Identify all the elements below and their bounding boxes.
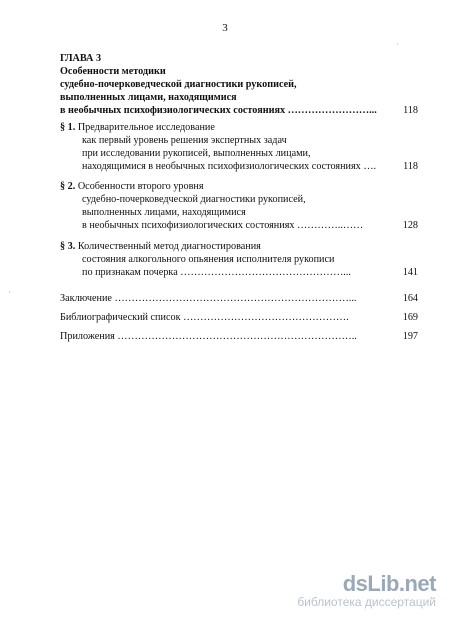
section-page-number: 118 bbox=[403, 161, 418, 172]
chapter-title-text: в необычных психофизиологических состояниях ……………………... bbox=[60, 105, 377, 116]
section-first-line bbox=[60, 240, 418, 253]
back-matter-entry bbox=[60, 292, 418, 305]
back-matter-page-number: 164 bbox=[402, 293, 418, 304]
section-title-line: Особенности второго уровня bbox=[77, 181, 204, 192]
back-matter-page-number: 197 bbox=[402, 331, 418, 342]
section-page-number: 128 bbox=[402, 220, 418, 231]
section-entry bbox=[60, 240, 418, 279]
back-matter-line bbox=[60, 330, 418, 343]
section-entry bbox=[60, 121, 418, 173]
section-title-last-line bbox=[60, 266, 418, 279]
section-first-line bbox=[60, 121, 418, 134]
section-title-last-line bbox=[60, 160, 418, 173]
back-matter-entry bbox=[60, 311, 418, 324]
section-title-line: при исследовании рукописей, выполненных лицами, bbox=[82, 148, 311, 159]
chapter-heading: ГЛАВА 3 bbox=[60, 53, 102, 64]
section-number: § 2. bbox=[60, 181, 76, 192]
section-number: § 3. bbox=[60, 241, 76, 252]
back-matter-line bbox=[60, 311, 418, 324]
watermark-subtitle: библиотека диссертаций bbox=[297, 595, 436, 609]
section-title-line: выполненных лицами, находящимися bbox=[82, 207, 246, 218]
scan-mark: · bbox=[396, 40, 399, 49]
watermark-logo: dsLib.net bbox=[342, 571, 436, 596]
section-title-text: по признакам почерка …………………………………………... bbox=[82, 267, 351, 278]
section-title-text: находящимися в необычных психофизиологических состояниях …. bbox=[82, 161, 377, 172]
section-first-line bbox=[60, 180, 418, 193]
chapter-page-number: 118 bbox=[403, 105, 418, 116]
section-page-number: 141 bbox=[402, 267, 418, 278]
chapter-title-line: судебно-почерковедческой диагностики рукописей, bbox=[60, 79, 297, 90]
back-matter-page-number: 169 bbox=[402, 312, 418, 323]
back-matter-line bbox=[60, 292, 418, 305]
back-matter-entry bbox=[60, 330, 418, 343]
chapter-title-line: выполненных лицами, находящимися bbox=[60, 92, 237, 103]
page-number: 3 bbox=[222, 22, 228, 34]
section-title-line: судебно-почерковедческой диагностики рукописей, bbox=[82, 194, 306, 205]
chapter-title-last-line bbox=[60, 104, 418, 117]
section-title-text: в необычных психофизиологических состояниях …………..…… bbox=[82, 220, 364, 231]
section-title-line: Количественный метод диагностирования bbox=[77, 241, 261, 252]
watermark bbox=[297, 571, 436, 609]
section-title-last-line bbox=[60, 219, 418, 232]
section-title-line: состояния алкогольного опьянения исполнителя рукописи bbox=[82, 254, 335, 265]
scan-mark: · bbox=[8, 288, 11, 297]
section-number: § 1. bbox=[60, 122, 76, 133]
back-matter-label: Приложения …………………………………………………………….. bbox=[60, 331, 357, 342]
chapter-entry bbox=[60, 52, 418, 117]
back-matter-label: Библиографический список …………………………………………. bbox=[60, 312, 349, 323]
back-matter-label: Заключение ……………………………………………………………... bbox=[60, 293, 357, 304]
section-entry bbox=[60, 180, 418, 232]
section-title-line: Предварительное исследование bbox=[77, 122, 215, 133]
section-title-line: как первый уровень решения экспертных задач bbox=[82, 135, 287, 146]
chapter-title-line: Особенности методики bbox=[60, 66, 166, 77]
